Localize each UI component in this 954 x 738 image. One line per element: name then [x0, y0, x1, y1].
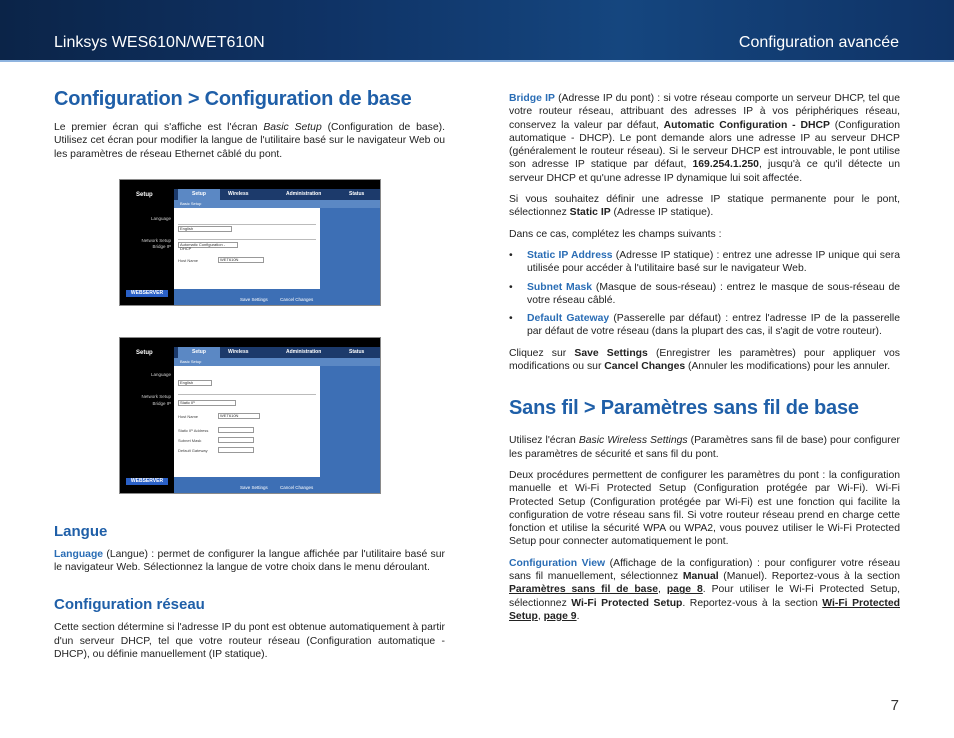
intro-paragraph	[54, 121, 445, 161]
screenshot-tab-wireless: Wireless	[228, 190, 249, 197]
screenshot-host-label: Host Name	[178, 257, 199, 263]
webserver-logo: WEBSERVER	[126, 478, 168, 485]
basic-setup-screenshot-static	[119, 337, 381, 494]
list-item	[509, 281, 900, 308]
screenshot-host-field: WET610N	[218, 413, 260, 419]
screenshot-cancel-button: Cancel Changes	[280, 484, 314, 490]
wps-bold: Wi-Fi Protected Setup	[571, 597, 683, 609]
page-9-link[interactable]: page 9	[543, 610, 577, 622]
screenshot-network-label: Network Setup	[141, 237, 171, 243]
list-item-text: (Passerelle par défaut) : entrez l'adresse IP de la passerelle par défaut de votre réseau (dans la plupart des cas, il s'agit de votre routeur).	[527, 313, 900, 338]
wireless-text-a: Utilisez l'écran	[509, 435, 579, 447]
click-text-b: (Enregistrer les paramètres) pour appliquer vos modifications ou sur	[509, 347, 900, 373]
wireless-emphasis: Basic Wireless Settings	[578, 435, 688, 447]
left-column	[54, 88, 445, 669]
screenshot-right-panel	[320, 366, 380, 493]
screenshot-tab-administration: Administration	[286, 190, 322, 197]
product-name: Linksys WES610N/WET610N	[54, 34, 265, 51]
screenshot-sidebar	[120, 180, 174, 305]
config-view-paragraph	[509, 557, 900, 623]
screenshot-tab-setup: Setup	[192, 348, 206, 355]
header-rule	[0, 60, 954, 62]
intro-text-a: Le premier écran qui s'affiche est l'écran	[54, 122, 264, 133]
cv-text-b: (Manuel). Reportez-vous à la section	[718, 571, 900, 583]
screenshot-divider	[178, 239, 316, 240]
screenshot-gateway-field	[218, 447, 254, 453]
screenshot-mask-label: Subnet Mask	[178, 437, 202, 443]
save-settings-bold: Save Settings	[574, 347, 648, 359]
static-ip-bold: Static IP	[569, 207, 611, 219]
screenshot-language-select: English	[178, 226, 232, 232]
cv-end: .	[576, 610, 580, 622]
screenshot-tab-status: Status	[349, 348, 365, 355]
screenshot-right-panel	[320, 208, 380, 305]
page-number: 7	[890, 697, 899, 714]
screenshot-nav	[174, 347, 380, 358]
screenshot-save-button: Save Settings	[240, 296, 268, 302]
screenshot-network-label: Network Setup	[141, 393, 171, 399]
screenshot-ip-label: Static IP Address	[178, 427, 209, 433]
webserver-logo: WEBSERVER	[126, 290, 168, 297]
bridge-ip-keyword: Bridge IP	[509, 93, 555, 104]
manual-bold: Manual	[682, 571, 719, 583]
basic-setup-screenshot-dhcp	[119, 179, 381, 306]
wireless-section-title: Sans fil > Paramètres sans fil de base	[509, 397, 859, 420]
screenshot-content	[174, 366, 320, 477]
cv-separator: ,	[537, 610, 544, 622]
screenshot-topline	[174, 338, 380, 347]
save-cancel-paragraph	[509, 347, 900, 374]
fields-intro: Dans ce cas, complétez les champs suivants :	[509, 228, 722, 240]
langue-heading: Langue	[54, 522, 108, 540]
intro-text-b: (Configuration de base). Utilisez cet écran pour modifier la langue de l'utilitaire basé sur le navigateur Web ou les paramètres de réseau Ethernet câblé du pont.	[54, 122, 445, 160]
screenshot-subtab: Basic Setup	[180, 200, 202, 206]
screenshot-sidebar	[120, 338, 174, 493]
screenshot-subnav	[174, 200, 380, 208]
bridge-dhcp-bold: Automatic Configuration - DHCP	[663, 119, 830, 131]
subnet-mask-keyword: Subnet Mask	[527, 281, 593, 293]
cv-text-c: . Pour utiliser le Wi-Fi Protected Setup, sélectionnez	[509, 584, 900, 609]
screenshot-mask-field	[218, 437, 254, 443]
configuration-view-keyword: Configuration View	[509, 557, 606, 569]
list-item-text: (Masque de sous-réseau) : entrez le masque de sous-réseau de votre réseau câblé.	[527, 281, 900, 306]
wifi-protected-setup-link[interactable]: Wi-Fi Protected Setup	[509, 597, 900, 622]
screenshot-language-select: English	[178, 380, 212, 386]
screenshot-subtab: Basic Setup	[180, 358, 202, 364]
screenshot-tab-status: Status	[349, 190, 365, 197]
click-text-c: (Annuler les modifications) pour les annuler.	[685, 361, 891, 373]
screenshot-save-button: Save Settings	[240, 484, 268, 490]
click-text-a: Cliquez sur	[509, 347, 575, 359]
screenshot-tab-wireless: Wireless	[228, 348, 249, 355]
bridge-ip-paragraph	[509, 92, 900, 185]
wireless-intro	[509, 434, 900, 461]
screenshot-divider	[178, 394, 316, 395]
page-header	[0, 0, 954, 60]
screenshot-divider	[178, 224, 316, 225]
langue-text: (Langue) : permet de configurer la langue affichée par l'utilitaire basé sur le navigateur Web. Sélectionnez la langue de votre choix dans le menu déroulant.	[54, 548, 445, 574]
static-text-a: Si vous souhaitez définir une adresse IP statique permanente pour le pont, sélectionnez	[509, 194, 900, 219]
reseau-paragraph: Cette section détermine si l'adresse IP du pont est obtenue automatiquement à partir d'un serveur DHCP, tel que votre routeur réseau (Configuration automatique - DHCP), ou définie manuellement (IP statique).	[54, 622, 445, 661]
screenshot-setup-label: Setup	[136, 191, 153, 198]
fields-list	[509, 249, 900, 339]
right-column	[509, 92, 900, 631]
screenshot-footer	[174, 289, 320, 305]
page-8-link[interactable]: page 8	[666, 584, 703, 596]
default-gateway-keyword: Default Gateway	[527, 313, 610, 325]
cv-text-d: . Reportez-vous à la section	[682, 597, 823, 609]
screenshot-bridge-select: Static IP	[178, 400, 236, 406]
cancel-changes-bold: Cancel Changes	[604, 361, 686, 373]
screenshot-tab-setup: Setup	[192, 190, 206, 197]
screenshot-bridge-select: Automatic Configuration - DHCP	[178, 242, 238, 248]
section-name: Configuration avancée	[738, 34, 899, 51]
cv-text-a: (Affichage de la configuration) : pour configurer votre réseau sans fil manuellement, sélectionnez	[509, 557, 900, 583]
screenshot-footer	[174, 477, 320, 493]
screenshot-host-field: WET610N	[218, 257, 264, 263]
screenshot-subnav	[174, 358, 380, 366]
screenshot-nav	[174, 189, 380, 200]
bridge-text-a: (Adresse IP du pont) : si votre réseau comporte un serveur DHCP, tel que votre routeur réseau, attribuant des adresses IP à vos périphériques réseau, conservez la valeur par défaut,	[509, 93, 900, 131]
list-item	[509, 249, 900, 276]
screenshot-cancel-button: Cancel Changes	[280, 296, 314, 302]
bridge-text-b: (Configuration automatique - DHCP). Le pont demande alors une adresse IP au serveur DHCP (généralement le routeur réseau). Si le serveur DHCP est introuvable, le pont utilise son adresse IP statique par défaut,	[509, 119, 900, 171]
bridge-default-ip: 169.254.1.250	[692, 159, 759, 171]
wps-paragraph: Deux procédures permettent de configurer les paramètres du pont : la configuration manuelle et Wi-Fi Protected Setup (Configuration protégée par Wi-Fi). Wi-Fi Protected Setup (Configuration protégée par Wi-Fi) est une fonction qui facilite la configuration de votre réseau sans fil. Si votre routeur réseau prend en charge cette fonction et utilise la sécurité WPA ou WPA2, vous pouvez utiliser le Wi-Fi Protected Setup pour connecter automatiquement le pont.	[509, 469, 900, 548]
list-item	[509, 312, 900, 339]
reseau-heading: Configuration réseau	[54, 596, 205, 614]
intro-emphasis: Basic Setup	[263, 122, 322, 133]
screenshot-host-label: Host Name	[178, 413, 199, 419]
screenshot-setup-label: Setup	[136, 349, 153, 356]
section-title: Configuration > Configuration de base	[54, 88, 412, 110]
langue-paragraph	[54, 548, 445, 575]
list-item-text: (Adresse IP statique) : entrez une adresse IP unique qui sera utilisée pour accéder à l'utilitaire basé sur le navigateur Web.	[527, 249, 901, 275]
screenshot-gateway-label: Default Gateway	[178, 447, 208, 453]
language-keyword: Language	[54, 548, 104, 560]
static-ip-paragraph	[509, 193, 900, 220]
screenshot-tab-administration: Administration	[286, 348, 322, 355]
screenshot-bridge-label: Bridge IP	[152, 400, 171, 406]
static-ip-keyword: Static IP Address	[527, 249, 613, 261]
wireless-text-b: (Paramètres sans fil de base) pour configurer les paramètres de sécurité et sans fil du pont.	[509, 435, 901, 460]
screenshot-language-label: Language	[150, 215, 171, 221]
screenshot-content	[174, 208, 320, 289]
screenshot-bridge-label: Bridge IP	[152, 243, 171, 249]
screenshot-topline	[174, 180, 380, 189]
screenshot-ip-field	[218, 427, 254, 433]
basic-wireless-settings-link[interactable]: Paramètres sans fil de base	[509, 584, 659, 596]
screenshot-language-label: Language	[150, 371, 171, 377]
cv-separator: ,	[658, 584, 667, 596]
static-text-b: (Adresse IP statique).	[610, 207, 714, 219]
bridge-text-c: , jusqu'à ce qu'il détecte un serveur DHCP et qu'une adresse IP dynamique lui soit affectée.	[509, 159, 900, 184]
